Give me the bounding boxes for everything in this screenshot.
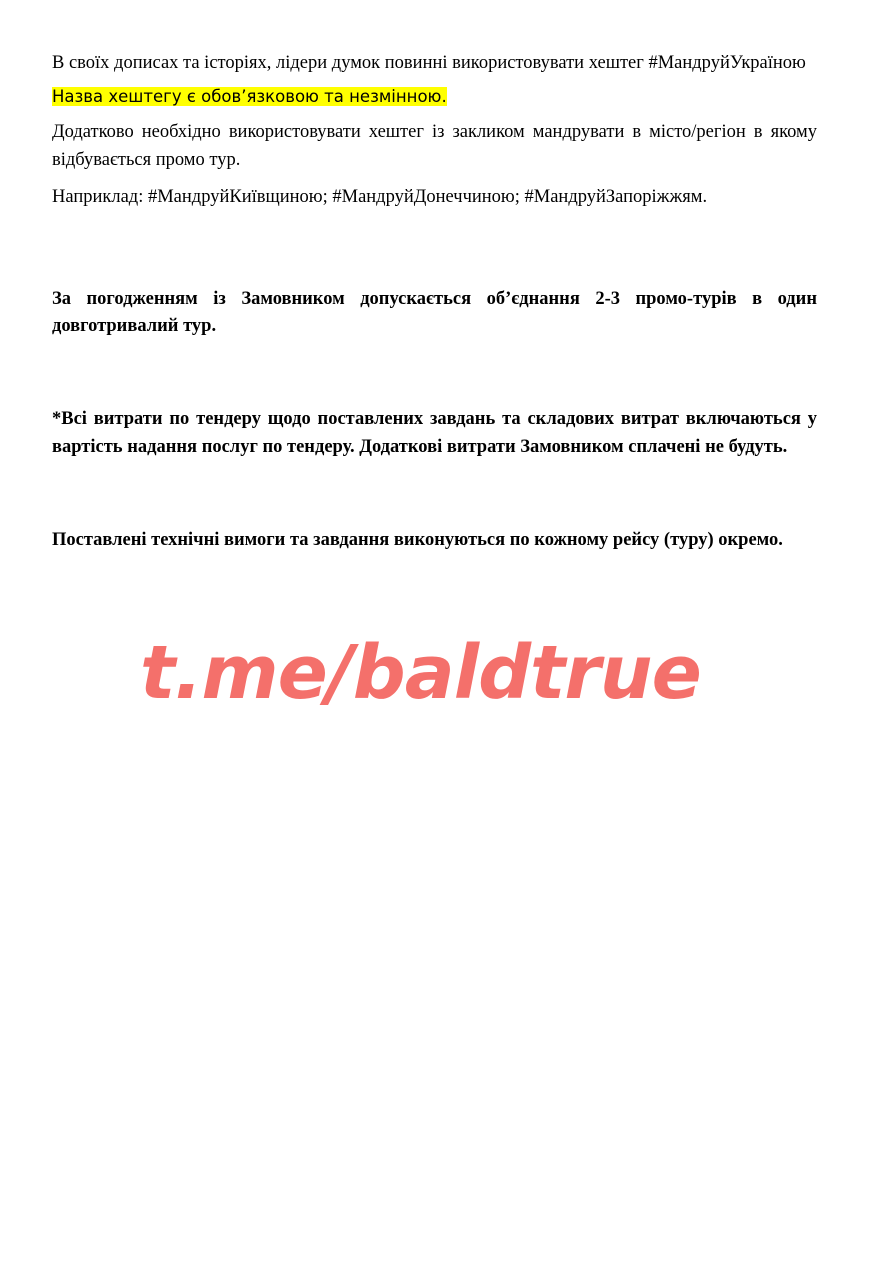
paragraph-hashtag-mandatory: Назва хештегу є обов’язковою та незмінною. [52, 87, 447, 107]
paragraph-costs: *Всі витрати по тендеру щодо поставлених завдань та складових витрат включаються у вартість надання послуг по тендеру. Додаткові витрати Замовником сплачені не будуть. [52, 409, 817, 457]
vertical-spacer-1 [52, 222, 817, 286]
highlighted-line-wrapper [52, 87, 817, 107]
paragraph-requirements: Поставлені технічні вимоги та завдання виконуються по кожному рейсу (туру) окремо. [52, 530, 783, 550]
paragraph-additional-hashtag: Додатково необхідно використовувати хештег із закликом мандрувати в місто/регіон в якому відбувається промо тур. [52, 122, 817, 170]
document-body [52, 50, 817, 564]
paragraph-tour-merge: За погодженням із Замовником допускається об’єднання 2-3 промо-турів в один довготривалий тур. [52, 288, 817, 336]
watermark-text: t.me/baldtrue [140, 630, 701, 716]
paragraph-examples: Наприклад: #МандруйКиївщиною; #МандруйДонеччиною; #МандруйЗапоріжжям. [52, 187, 708, 208]
vertical-spacer-3 [52, 471, 817, 527]
paragraph-hashtag-intro: В своїх дописах та історіях, лідери думок повинні використовувати хештег #МандруйУкраїною [52, 53, 806, 73]
vertical-spacer-2 [52, 350, 817, 406]
